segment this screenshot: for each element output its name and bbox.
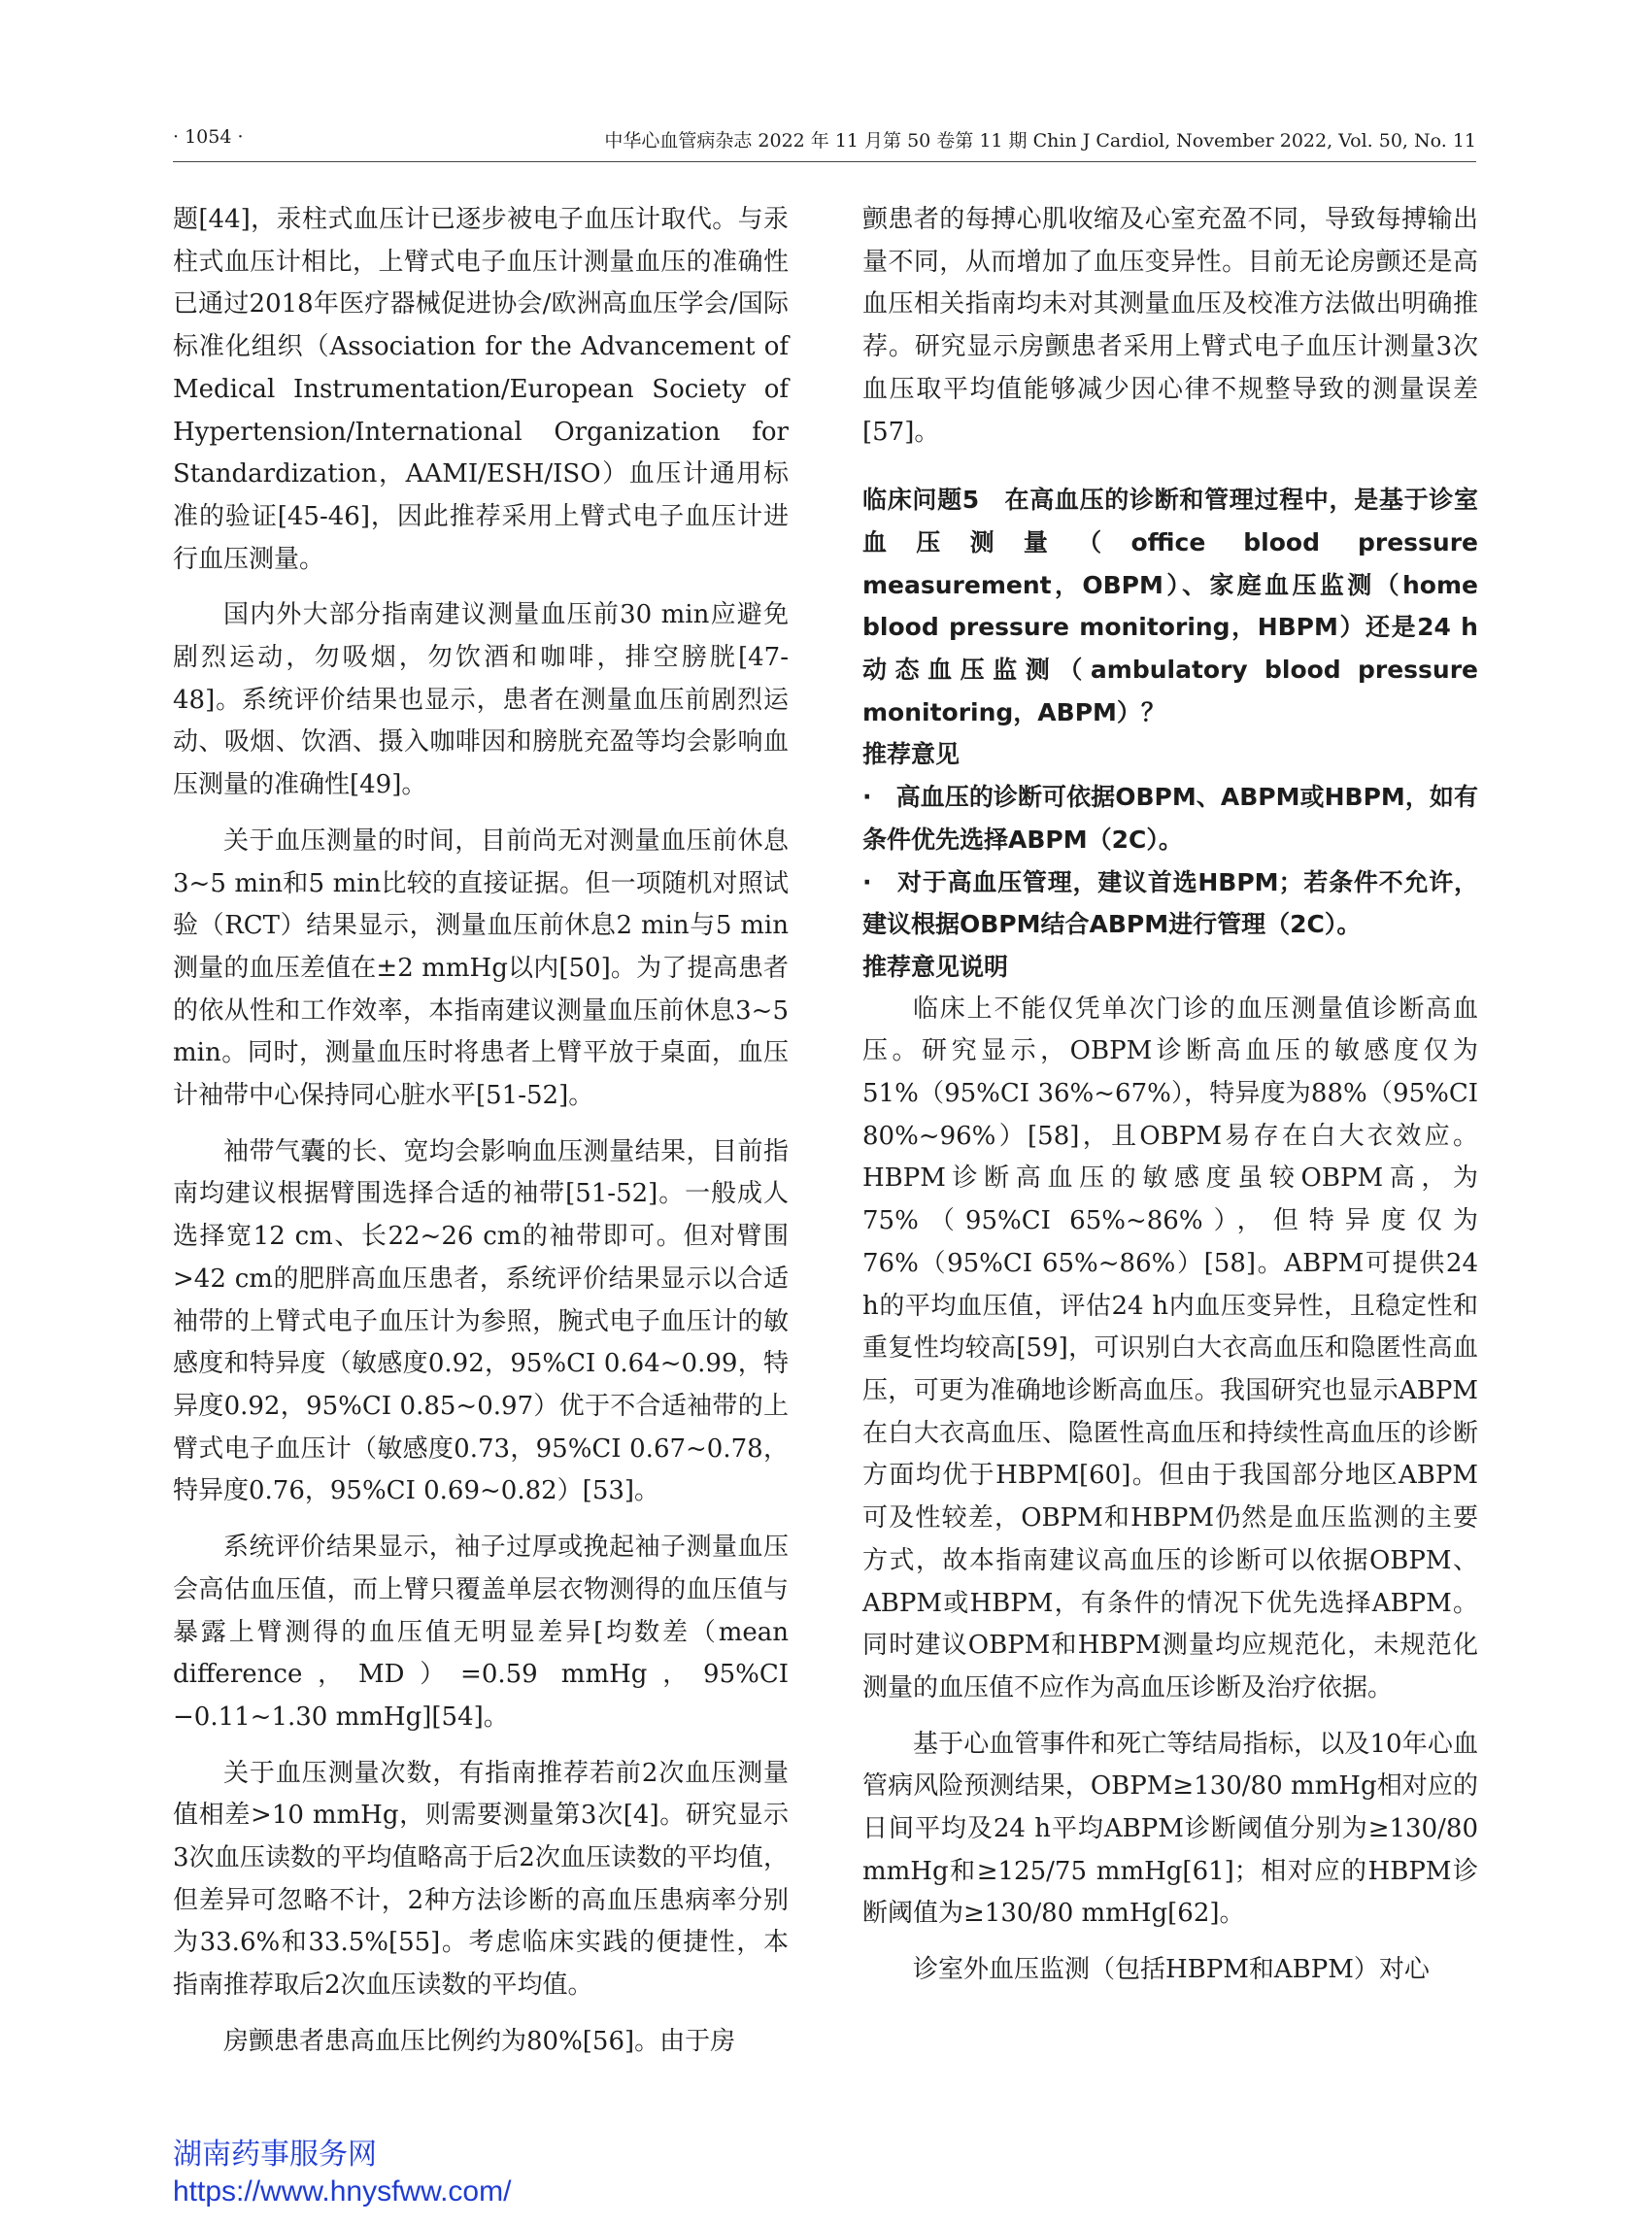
paragraph: 临床上不能仅凭单次门诊的血压测量值诊断高血压。研究显示，OBPM诊断高血压的敏感度仅为51%（95%CI 36%~67%），特异度为88%（95%CI 80%~96%）[58]，且OBPM易存在白大衣效应。HBPM诊断高血压的敏感度虽较OBPM高，为75%（95%CI 65%~86%），但特异度仅为76%（95%CI 65%~86%）[58]。ABPM可提供24 h的平均血压值，评估24 h内血压变异性，且稳定性和重复性均较高[59]，可识别白大衣高血压和隐匿性高血压，可更为准确地诊断高血压。我国研究也显示ABPM在白大衣高血压、隐匿性高血压和持续性高血压的诊断方面均优于HBPM[60]。但由于我国部分地区ABPM可及性较差，OBPM和HBPM仍然是血压监测的主要方式，故本指南建议高血压的诊断可以依据OBPM、ABPM或HBPM，有条件的情况下优先选择ABPM。同时建议OBPM和HBPM测量均应规范化，未规范化测量的血压值不应作为高血压诊断及治疗依据。 [862, 994, 1478, 1702]
explanation-heading: 推荐意见说明 [862, 952, 1009, 981]
paragraph: 颤患者的每搏心肌收缩及心室充盈不同，导致每搏输出量不同，从而增加了血压变异性。目前无论房颤还是高血压相关指南均未对其测量血压及校准方法做出明确推荐。研究显示房颤患者采用上臂式电子血压计测量3次血压取平均值能够减少因心律不规整导致的测量误差[57]。 [862, 205, 1478, 447]
left-column [173, 199, 789, 2064]
paragraph: 袖带气囊的长、宽均会影响血压测量结果，目前指南均建议根据臂围选择合适的袖带[51-52]。一般成人选择宽12 cm、长22~26 cm的袖带即可。但对臂围>42 cm的肥胖高血压患者，系统评价结果显示以合适袖带的上臂式电子血压计为参照，腕式电子血压计的敏感度和特异度（敏感度0.92，95%CI 0.64~0.99，特异度0.92，95%CI 0.85~0.97）优于不合适袖带的上臂式电子血压计（敏感度0.73，95%CI 0.67~0.78，特异度0.76，95%CI 0.69~0.82）[53]。 [173, 1136, 789, 1506]
recommendation-heading: 推荐意见 [862, 740, 961, 769]
paragraph: 关于血压测量的时间，目前尚无对测量血压前休息3~5 min和5 min比较的直接证据。但一项随机对照试验（RCT）结果显示，测量血压前休息2 min与5 min测量的血压差值在±2 mmHg以内[50]。为了提高患者的依从性和工作效率，本指南建议测量血压前休息3~5 min。同时，测量血压时将患者上臂平放于桌面，血压计袖带中心保持同心脏水平[51-52]。 [173, 826, 789, 1111]
paragraph: 系统评价结果显示，袖子过厚或挽起袖子测量血压会高估血压值，而上臂只覆盖单层衣物测得的血压值与暴露上臂测得的血压值无明显差异[均数差（mean difference，MD）=0.59 mmHg，95%CI −0.11~1.30 mmHg][54]。 [173, 1533, 789, 1732]
journal-citation: 中华心血管病杂志 2022 年 11 月第 50 卷第 11 期 Chin J Cardiol, November 2022, Vol. 50, No. 11 [604, 130, 1476, 152]
recommendation-item: · 对于高血压管理，建议首选HBPM；若条件不允许，建议根据OBPM结合ABPM进行管理（2C）。 [862, 867, 1478, 939]
header-rule [173, 161, 1476, 162]
recommendation-item: · 高血压的诊断可依据OBPM、ABPM或HBPM，如有条件优先选择ABPM（2C）。 [862, 783, 1478, 854]
site-name: 湖南药事服务网 [173, 2139, 377, 2171]
site-url[interactable]: https://www.hnysfww.com/ [173, 2175, 512, 2208]
page-number: · 1054 · [173, 126, 244, 148]
clinical-question-heading: 临床问题5 在高血压的诊断和管理过程中，是基于诊室血压测量（office blood pressure measurement，OBPM）、家庭血压监测（home blood pressure monitoring，HBPM）还是24 h动态血压监测（ambulatory blood pressure monitoring，ABPM）？ [862, 486, 1478, 726]
paragraph: 题[44]，汞柱式血压计已逐步被电子血压计取代。与汞柱式血压计相比，上臂式电子血压计测量血压的准确性已通过2018年医疗器械促进协会/欧洲高血压学会/国际标准化组织（Association for the Advancement of Medical Instrumentation/European Society of Hypertension/International Organization for Standardization，AAMI/ESH/ISO）血压计通用标准的验证[45-46]，因此推荐采用上臂式电子血压计进行血压测量。 [173, 205, 789, 574]
watermark-footer [173, 2137, 511, 2210]
paragraph: 关于血压测量次数，有指南推荐若前2次血压测量值相差>10 mmHg，则需要测量第3次[4]。研究显示3次血压读数的平均值略高于后2次血压读数的平均值，但差异可忽略不计，2种方法诊断的高血压患病率分别为33.6%和33.5%[55]。考虑临床实践的便捷性，本指南推荐取后2次血压读数的平均值。 [173, 1758, 789, 2001]
right-column [862, 199, 1478, 1992]
paragraph: 国内外大部分指南建议测量血压前30 min应避免剧烈运动，勿吸烟，勿饮酒和咖啡，排空膀胱[47-48]。系统评价结果也显示，患者在测量血压前剧烈运动、吸烟、饮酒、摄入咖啡因和膀胱充盈等均会影响血压测量的准确性[49]。 [173, 600, 789, 800]
paragraph: 诊室外血压监测（包括HBPM和ABPM）对心 [913, 1955, 1430, 1985]
paragraph: 房颤患者患高血压比例约为80%[56]。由于房 [223, 2026, 736, 2056]
running-header [173, 126, 1476, 165]
paragraph: 基于心血管事件和死亡等结局指标，以及10年心血管病风险预测结果，OBPM≥130/80 mmHg相对应的日间平均及24 h平均ABPM诊断阈值分别为≥130/80 mmHg和≥125/75 mmHg[61]；相对应的HBPM诊断阈值为≥130/80 mmHg[62]。 [862, 1729, 1478, 1929]
